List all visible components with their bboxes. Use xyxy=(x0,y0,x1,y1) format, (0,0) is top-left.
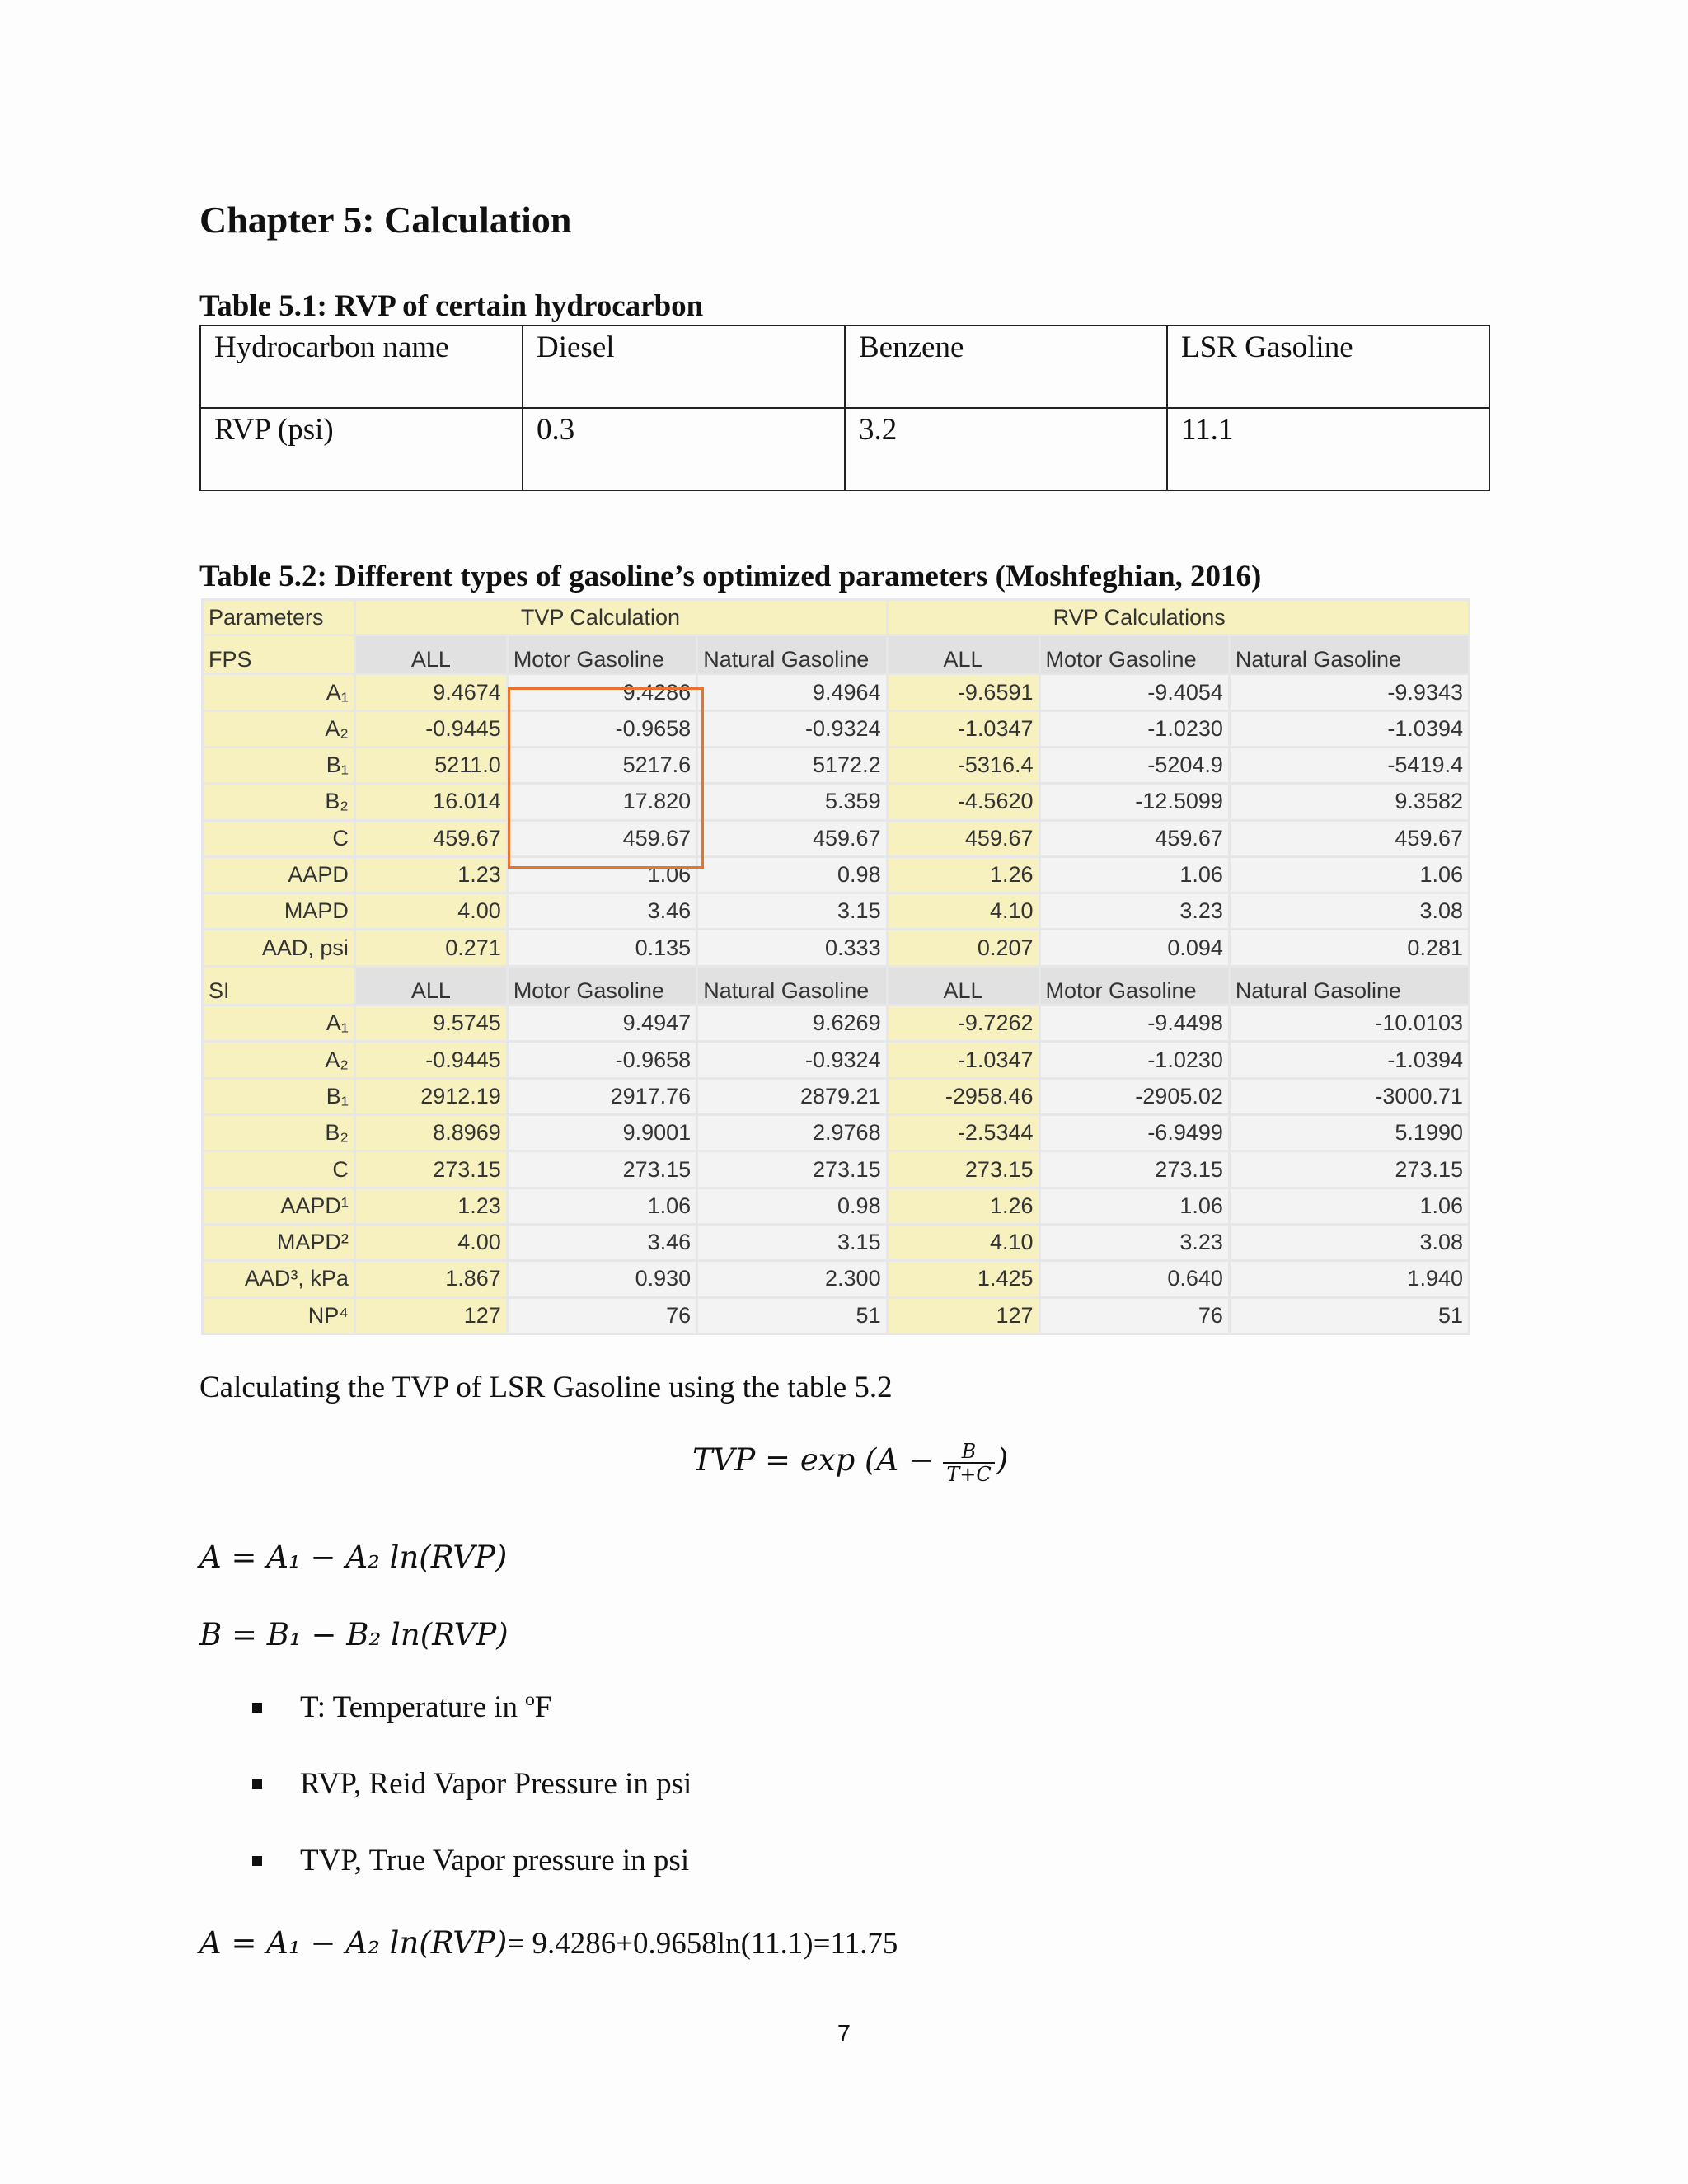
table-row xyxy=(204,1006,1468,1040)
table-cell: -3000.71 xyxy=(1231,1080,1468,1113)
table-cell: 459.67 xyxy=(509,822,696,855)
table-cell: 2917.76 xyxy=(509,1080,696,1113)
row-label: A₁ xyxy=(204,1006,354,1040)
table-cell: 1.06 xyxy=(509,858,696,892)
table-cell: 9.4964 xyxy=(698,675,885,709)
table-cell: 3.15 xyxy=(698,1226,885,1259)
table-cell: 9.6269 xyxy=(698,1006,885,1040)
table-cell: 9.4286 xyxy=(509,675,696,709)
table-cell: 3.46 xyxy=(509,1226,696,1259)
row-label: B₂ xyxy=(204,1116,354,1150)
table-cell: 459.67 xyxy=(1231,822,1468,855)
table-cell: -5419.4 xyxy=(1231,748,1468,782)
table-cell: 1.23 xyxy=(356,858,506,892)
parameters-table-image xyxy=(201,598,1470,1335)
parameters-header: Parameters xyxy=(204,601,354,634)
parameters-table xyxy=(201,598,1470,1335)
intro-text: Calculating the TVP of LSR Gasoline using the table 5.2 xyxy=(199,1371,893,1404)
table-cell: 1.06 xyxy=(1231,1189,1468,1223)
table-cell: 1.26 xyxy=(889,1189,1039,1223)
column-header: ALL xyxy=(889,968,1039,1004)
table-cell: 9.4674 xyxy=(356,675,506,709)
table-cell: 8.8969 xyxy=(356,1116,506,1150)
table-cell: 11.1 xyxy=(1167,408,1489,490)
equation-b: B = B₁ − B₂ ln(RVP) xyxy=(199,1617,509,1652)
si-section xyxy=(204,968,1468,1333)
table-cell: Benzene xyxy=(845,326,1167,408)
row-label: B₂ xyxy=(204,785,354,818)
table-row xyxy=(204,894,1468,928)
table-cell: -0.9324 xyxy=(698,1043,885,1076)
definitions-list xyxy=(247,1690,692,1919)
row-label: NP⁴ xyxy=(204,1299,354,1333)
table-cell: 273.15 xyxy=(509,1152,696,1186)
table-cell: 3.08 xyxy=(1231,894,1468,928)
unit-label: SI xyxy=(204,968,354,1004)
table-cell: 1.26 xyxy=(889,858,1039,892)
table-cell: 1.23 xyxy=(356,1189,506,1223)
row-label: A₁ xyxy=(204,675,354,709)
table-cell: 4.10 xyxy=(889,894,1039,928)
equation-a-calc-value: = 9.4286+0.9658ln(11.1)=11.75 xyxy=(507,1927,898,1961)
table-row xyxy=(204,712,1468,746)
row-label: A₂ xyxy=(204,1043,354,1076)
table-cell: Diesel xyxy=(523,326,845,408)
rvp-table xyxy=(199,325,1490,491)
table-cell: 5211.0 xyxy=(356,748,506,782)
rvp-header: RVP Calculations xyxy=(889,601,1468,634)
table-cell: 1.06 xyxy=(509,1189,696,1223)
table-cell: 4.00 xyxy=(356,1226,506,1259)
table-row xyxy=(204,822,1468,855)
table-cell: -1.0347 xyxy=(889,712,1039,746)
table-cell: 9.5745 xyxy=(356,1006,506,1040)
table-cell: -9.6591 xyxy=(889,675,1039,709)
table-cell: 5172.2 xyxy=(698,748,885,782)
table-cell: 51 xyxy=(1231,1299,1468,1333)
table-cell: 2.300 xyxy=(698,1262,885,1296)
table-cell: -1.0394 xyxy=(1231,1043,1468,1076)
table-cell: 3.23 xyxy=(1041,1226,1228,1259)
table-cell: 459.67 xyxy=(698,822,885,855)
table-cell: 5.359 xyxy=(698,785,885,818)
tvp-header: TVP Calculation xyxy=(356,601,886,634)
bullet-square-icon xyxy=(252,1856,262,1866)
table-cell: 459.67 xyxy=(1041,822,1228,855)
column-header: Natural Gasoline xyxy=(1231,968,1468,1004)
table-cell: 127 xyxy=(356,1299,506,1333)
table-cell: -2.5344 xyxy=(889,1116,1039,1150)
table-cell: 2879.21 xyxy=(698,1080,885,1113)
table-cell: 3.2 xyxy=(845,408,1167,490)
table-cell: -2905.02 xyxy=(1041,1080,1228,1113)
table-cell: 0.333 xyxy=(698,930,885,964)
tvp-equation-close: ) xyxy=(996,1441,1009,1478)
tvp-equation xyxy=(692,1441,1008,1486)
table-row xyxy=(204,1080,1468,1113)
list-item xyxy=(247,1766,692,1843)
table-cell: 459.67 xyxy=(889,822,1039,855)
column-header: Natural Gasoline xyxy=(698,636,885,673)
table-cell: -12.5099 xyxy=(1041,785,1228,818)
table-cell: 76 xyxy=(509,1299,696,1333)
table-5-1-caption: Table 5.1: RVP of certain hydrocarbon xyxy=(199,289,704,323)
tvp-fraction xyxy=(943,1441,994,1486)
table-cell: 3.23 xyxy=(1041,894,1228,928)
table-cell: -5316.4 xyxy=(889,748,1039,782)
equation-a-calculation xyxy=(199,1925,898,1961)
table-cell: -0.9445 xyxy=(356,1043,506,1076)
row-label: AAPD¹ xyxy=(204,1189,354,1223)
row-label: MAPD² xyxy=(204,1226,354,1259)
table-cell: 273.15 xyxy=(1041,1152,1228,1186)
table-cell: -9.7262 xyxy=(889,1006,1039,1040)
table-cell: -5204.9 xyxy=(1041,748,1228,782)
bullet-square-icon xyxy=(252,1703,262,1713)
row-label: B₁ xyxy=(204,1080,354,1113)
table-cell: 1.06 xyxy=(1041,858,1228,892)
table-cell: 0.281 xyxy=(1231,930,1468,964)
table-cell: 3.08 xyxy=(1231,1226,1468,1259)
table-row xyxy=(204,858,1468,892)
table-cell: 9.4947 xyxy=(509,1006,696,1040)
row-label: MAPD xyxy=(204,894,354,928)
table-row xyxy=(204,1189,1468,1223)
table-cell: 5217.6 xyxy=(509,748,696,782)
table-cell: 273.15 xyxy=(356,1152,506,1186)
table-row xyxy=(204,1043,1468,1076)
table-cell: 0.271 xyxy=(356,930,506,964)
page-number: 7 xyxy=(837,2021,851,2047)
column-header: Motor Gasoline xyxy=(509,968,696,1004)
table-cell: -4.5620 xyxy=(889,785,1039,818)
table-cell: 0.3 xyxy=(523,408,845,490)
table-cell: -0.9658 xyxy=(509,712,696,746)
row-label: C xyxy=(204,1152,354,1186)
table-cell: 4.10 xyxy=(889,1226,1039,1259)
list-item-text: RVP, Reid Vapor Pressure in psi xyxy=(300,1767,692,1801)
tvp-fraction-denominator: T+C xyxy=(946,1463,992,1487)
table-row xyxy=(200,326,1489,408)
row-label: AAD³, kPa xyxy=(204,1262,354,1296)
table-cell: 0.207 xyxy=(889,930,1039,964)
table-cell: -2958.46 xyxy=(889,1080,1039,1113)
table-cell: RVP (psi) xyxy=(200,408,523,490)
table-row xyxy=(204,1262,1468,1296)
table-cell: -9.9343 xyxy=(1231,675,1468,709)
table-cell: 51 xyxy=(698,1299,885,1333)
list-item xyxy=(247,1843,692,1919)
table-cell: -0.9445 xyxy=(356,712,506,746)
column-header: Natural Gasoline xyxy=(1231,636,1468,673)
table-cell: 0.640 xyxy=(1041,1262,1228,1296)
table-cell: -1.0394 xyxy=(1231,712,1468,746)
table-cell: 17.820 xyxy=(509,785,696,818)
table-cell: 273.15 xyxy=(698,1152,885,1186)
unit-label: FPS xyxy=(204,636,354,673)
fps-section xyxy=(204,636,1468,965)
table-cell: -9.4498 xyxy=(1041,1006,1228,1040)
column-header: ALL xyxy=(356,968,506,1004)
column-header: Motor Gasoline xyxy=(509,636,696,673)
table-row xyxy=(204,1226,1468,1259)
table-cell: 9.9001 xyxy=(509,1116,696,1150)
chapter-title: Chapter 5: Calculation xyxy=(199,199,572,241)
table-row xyxy=(204,748,1468,782)
table-cell: 0.930 xyxy=(509,1262,696,1296)
table-cell: 16.014 xyxy=(356,785,506,818)
table-cell: -10.0103 xyxy=(1231,1006,1468,1040)
table-cell: 0.98 xyxy=(698,1189,885,1223)
table-cell: 127 xyxy=(889,1299,1039,1333)
column-header: Natural Gasoline xyxy=(698,968,885,1004)
table-cell: 459.67 xyxy=(356,822,506,855)
table-cell: 0.98 xyxy=(698,858,885,892)
table-cell: 0.135 xyxy=(509,930,696,964)
table-row xyxy=(204,930,1468,964)
table-cell: 3.46 xyxy=(509,894,696,928)
table-cell: 0.094 xyxy=(1041,930,1228,964)
list-item-text: TVP, True Vapor pressure in psi xyxy=(300,1844,690,1877)
table-cell: 273.15 xyxy=(1231,1152,1468,1186)
table-row xyxy=(204,785,1468,818)
table-cell: 2912.19 xyxy=(356,1080,506,1113)
bullet-square-icon xyxy=(252,1779,262,1789)
table-cell: 5.1990 xyxy=(1231,1116,1468,1150)
table-cell: -1.0230 xyxy=(1041,1043,1228,1076)
table-cell: -1.0230 xyxy=(1041,712,1228,746)
table-cell: -1.0347 xyxy=(889,1043,1039,1076)
table-row xyxy=(204,1299,1468,1333)
column-header: Motor Gasoline xyxy=(1041,968,1228,1004)
table-cell: 1.06 xyxy=(1041,1189,1228,1223)
table-row xyxy=(204,1152,1468,1186)
table-cell: 2.9768 xyxy=(698,1116,885,1150)
row-label: C xyxy=(204,822,354,855)
table-cell: 1.867 xyxy=(356,1262,506,1296)
table-row xyxy=(200,408,1489,490)
equation-a-calc-math: A = A₁ − A₂ ln(RVP) xyxy=(199,1925,508,1961)
column-header: Motor Gasoline xyxy=(1041,636,1228,673)
column-header: ALL xyxy=(356,636,506,673)
table-row xyxy=(204,1116,1468,1150)
list-item-text: T: Temperature in ºF xyxy=(300,1690,552,1724)
table-cell: 3.15 xyxy=(698,894,885,928)
table-row xyxy=(204,968,1468,1004)
table-cell: 1.06 xyxy=(1231,858,1468,892)
table-cell: 273.15 xyxy=(889,1152,1039,1186)
table-5-2-caption: Table 5.2: Different types of gasoline’s optimized parameters (Moshfeghian, 2016) xyxy=(199,560,1262,593)
row-label: B₁ xyxy=(204,748,354,782)
table-cell: -9.4054 xyxy=(1041,675,1228,709)
list-item xyxy=(247,1690,692,1766)
row-label: AAD, psi xyxy=(204,930,354,964)
table-cell: 76 xyxy=(1041,1299,1228,1333)
tvp-fraction-numerator: B xyxy=(943,1441,994,1464)
table-cell: -0.9324 xyxy=(698,712,885,746)
row-label: A₂ xyxy=(204,712,354,746)
row-label: AAPD xyxy=(204,858,354,892)
table-cell: LSR Gasoline xyxy=(1167,326,1489,408)
table-row xyxy=(204,601,1468,634)
table-row xyxy=(204,675,1468,709)
equation-a: A = A₁ − A₂ ln(RVP) xyxy=(199,1540,508,1575)
column-header: ALL xyxy=(889,636,1039,673)
table-cell: -6.9499 xyxy=(1041,1116,1228,1150)
table-cell: 1.940 xyxy=(1231,1262,1468,1296)
table-cell: Hydrocarbon name xyxy=(200,326,523,408)
tvp-equation-lhs: TVP = exp (A − xyxy=(692,1441,934,1478)
table-cell: 9.3582 xyxy=(1231,785,1468,818)
table-cell: -0.9658 xyxy=(509,1043,696,1076)
table-row xyxy=(204,636,1468,673)
table-cell: 1.425 xyxy=(889,1262,1039,1296)
table-cell: 4.00 xyxy=(356,894,506,928)
